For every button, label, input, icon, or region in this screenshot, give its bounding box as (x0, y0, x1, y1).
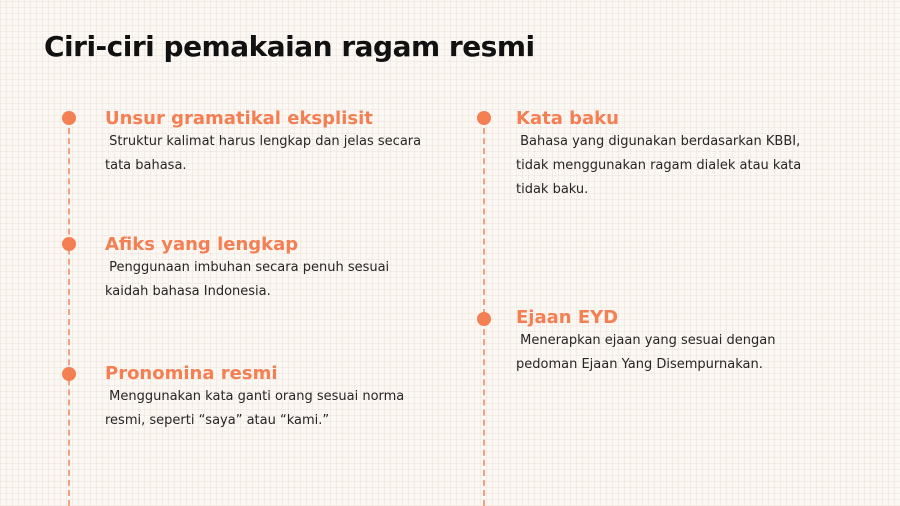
item-title: Ejaan EYD (516, 307, 619, 328)
item-description: Menerapkan ejaan yang sesuai dengan pedoman Ejaan Yang Disempurnakan. (516, 333, 776, 372)
item-description: Penggunaan imbuhan secara penuh sesuai kaidah bahasa Indonesia. (105, 260, 390, 299)
timeline-item (105, 108, 445, 178)
timeline-dot (477, 312, 491, 326)
item-description: Menggunakan kata ganti orang sesuai norma resmi, seperti “saya” atau “kami.” (105, 389, 405, 428)
item-title: Afiks yang lengkap (105, 234, 299, 255)
item-description: Struktur kalimat harus lengkap dan jelas secara tata bahasa. (105, 134, 422, 173)
item-description: Bahasa yang digunakan berdasarkan KBBI, tidak menggunakan ragam dialek atau kata tidak baku. (516, 134, 802, 197)
item-title: Pronomina resmi (105, 363, 278, 384)
item-title: Kata baku (516, 108, 619, 129)
timeline-dot (477, 111, 491, 125)
timeline-item (105, 363, 445, 433)
timeline-dot (62, 237, 76, 251)
timeline-dot (62, 367, 76, 381)
timeline-item (516, 108, 866, 202)
timeline-line-left (68, 118, 70, 506)
timeline-item (516, 307, 866, 377)
item-title: Unsur gramatikal eksplisit (105, 108, 373, 129)
slide-title: Ciri-ciri pemakaian ragam resmi (44, 30, 535, 63)
timeline-dot (62, 111, 76, 125)
timeline-item (105, 234, 445, 304)
